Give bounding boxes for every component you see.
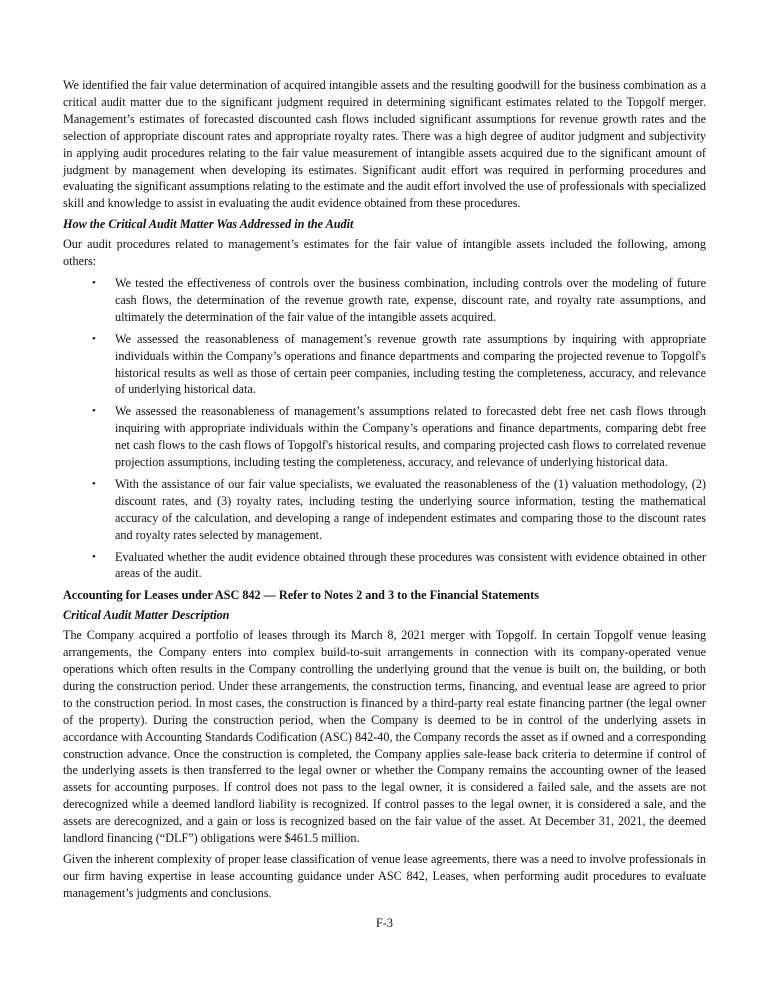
bullet-item [63, 476, 706, 544]
bullet-item [63, 331, 706, 399]
paragraph-lease-portfolio-description: The Company acquired a portfolio of leases through its March 8, 2021 merger with Topgolf. In certain Topgolf venue leasing arrangements, the Company enters into complex build-to-suit arrangements in connection with its company-operated venue operations which often results in the Company controlling the underlying ground that the venue is built on, the building, or both during the construction period. Under these arrangements, the construction terms, financing, and eventual lease are agreed to prior to the construction period. In most cases, the construction is financed by a third-party real estate financing partner (the legal owner of the property). During the construction period, when the Company is deemed to be in control of the underlying assets in accordance with Accounting Standards Codification (ASC) 842-40, the Company records the asset as if owned and a corresponding construction advance. Once the construction is completed, the Company applies sale-lease back criteria to determine if control of the underlying assets is then transferred to the legal owner or whether the Company remains the accounting owner of the leased assets for accounting purposes. If control does not pass to the legal owner, it is considered a failed sale, and the assets are not derecognized while a deemed landlord liability is recognized. If control passes to the legal owner, it is considered a sale, and the assets are derecognized, and a gain or loss is recognized based on the fair value of the asset. At December 31, 2021, the deemed landlord financing (“DLF”) obligations were $461.5 million. [63, 628, 706, 846]
bullet-icon: • [92, 550, 96, 563]
paragraph-critical-audit-matter-intro: We identified the fair value determination of acquired intangible assets and the resulting goodwill for the business combination as a critical audit matter due to the significant judgment required in determining significant estimates related to the Topgolf merger. Management’s estimates of forecasted discounted cash flows included significant assumptions for revenue growth rates and the selection of appropriate discount rates and appropriate royalty rates. There was a high degree of auditor judgment and subjectivity in applying audit procedures relating to the fair value measurement of intangible assets acquired due to the significant amount of judgment by management when developing its estimates. Significant audit effort was required in performing procedures and evaluating the significant assumptions relating to the estimate and the audit effort involved the use of professionals with specialized skill and knowledge to assist in evaluating the audit evidence obtained from these procedures. [63, 78, 706, 211]
bullet-item [63, 549, 706, 583]
bullet-text: With the assistance of our fair value specialists, we evaluated the reasonableness of the (1) valuation methodology, (2) discount rates, and (3) royalty rates, including testing the underlying source information, testing the mathematical accuracy of the calculation, and developing a range of independent estimates and comparing those to the discount rates and royalty rates selected by management. [115, 476, 706, 542]
heading-accounting-for-leases-asc-842: Accounting for Leases under ASC 842 — Refer to Notes 2 and 3 to the Financial Statements [63, 588, 539, 603]
page-number: F-3 [376, 915, 393, 930]
bullet-text: We assessed the reasonableness of management’s assumptions related to forecasted debt free net cash flows through inquiring with appropriate individuals within the Company’s operations and finance departments, comparing debt free net cash flows to the cash flows of Topgolf's historical results, and comparing projected cash flows to correlated revenue projection assumptions, including testing the completeness, accuracy, and relevance of underlying historical data. [115, 404, 706, 470]
bullet-icon: • [92, 332, 96, 345]
bullet-text: We assessed the reasonableness of management’s revenue growth rate assumptions by inquiring with appropriate individuals within the Company’s operations and finance departments and comparing the projected revenue to Topgolf's historical results as well as those of certain peer companies, including testing the completeness, accuracy, and relevance of underlying historical data. [115, 331, 706, 397]
heading-critical-audit-matter-description: Critical Audit Matter Description [63, 608, 230, 623]
paragraph-lease-complexity: Given the inherent complexity of proper lease classification of venue lease agreements, there was a need to involve professionals in our firm having expertise in lease accounting guidance under ASC 842, Leases, when performing audit procedures to evaluate management’s judgments and conclusions. [63, 851, 706, 900]
page-footer [63, 915, 706, 932]
bullet-text: Evaluated whether the audit evidence obtained through these procedures was consistent with evidence obtained in other areas of the audit. [115, 549, 706, 581]
bullet-item [63, 275, 706, 326]
bullet-icon: • [92, 405, 96, 418]
bullet-item [63, 403, 706, 471]
heading-how-addressed-in-audit: How the Critical Audit Matter Was Addressed in the Audit [63, 217, 354, 232]
paragraph-audit-procedures-lead-in: Our audit procedures related to management’s estimates for the fair value of intangible assets included the following, among others: [63, 237, 706, 269]
bullet-icon: • [92, 276, 96, 289]
audit-procedures-bullet-list [63, 275, 706, 582]
bullet-text: We tested the effectiveness of controls over the business combination, including controls over the modeling of future cash flows, the determination of the revenue growth rate, expense, discount rate, and royalty rate assumptions, and ultimately the determination of the fair value of the intangible assets acquired. [115, 275, 706, 324]
bullet-icon: • [92, 477, 96, 490]
